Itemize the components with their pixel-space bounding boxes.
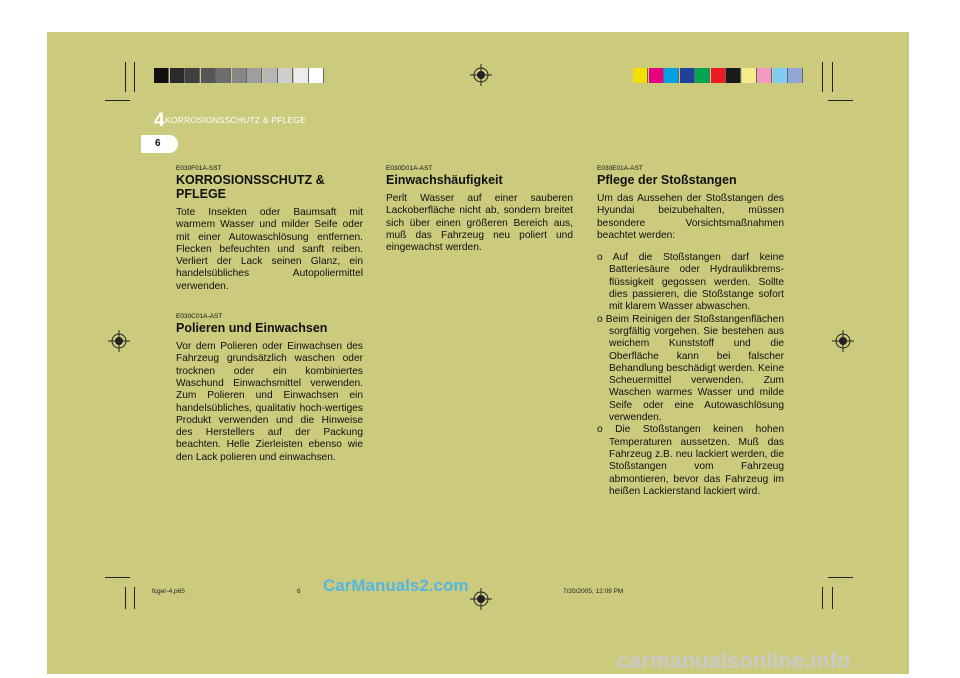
color-swatch — [201, 68, 216, 83]
section-text: Perlt Wasser auf einer sauberen Lackoberfläche nicht ab, sondern breitet sich über einen größeren Bereich aus, muß das Fahrzeug neu poliert und eingewachst werden. — [386, 193, 573, 254]
section-corrosion-protection — [176, 165, 363, 293]
color-swatch — [170, 68, 185, 83]
trim-mark — [822, 587, 823, 609]
color-swatch — [247, 68, 262, 83]
color-swatch — [742, 68, 757, 83]
footer-timestamp: 7/20/2005, 12:09 PM — [563, 588, 624, 595]
trim-mark — [822, 62, 823, 92]
trim-mark — [125, 62, 126, 92]
trim-mark — [134, 587, 135, 609]
color-swatch — [788, 68, 803, 83]
trim-mark — [125, 587, 126, 609]
list-item: o Die Stoßstangen keinen hohen Temperaturen aussetzen. Muß das Fahrzeug z.B. neu lackiert werden, die Stoßstangen vom Fahrzeug abmontieren, bevor das Fahrzeug im heißen Lackierstand lackiert wird. — [597, 424, 784, 497]
trim-mark — [105, 577, 130, 578]
section-code: E030E01A-AST — [597, 165, 643, 172]
color-swatch — [680, 68, 695, 83]
registration-mark-icon — [108, 330, 130, 352]
chapter-title: KORROSIONSSCHUTZ & PFLEGE — [165, 115, 307, 125]
section-heading: Pflege der Stoßstangen — [597, 173, 737, 187]
color-swatch — [263, 68, 278, 83]
chapter-number: 4 — [154, 110, 165, 131]
section-code: E030D01A-AST — [386, 165, 433, 172]
color-swatch — [664, 68, 679, 83]
section-heading: KORROSIONSSCHUTZ & PFLEGE — [176, 173, 325, 201]
trim-mark — [134, 62, 135, 92]
registration-mark-icon — [832, 330, 854, 352]
section-polishing-waxing — [176, 313, 363, 464]
trim-mark — [828, 577, 853, 578]
trim-mark — [105, 100, 130, 101]
list-item: o Auf die Stoßstangen darf keine Batteriesäure oder Hydraulikbrems-flüssigkeit gegossen werden. Sollte dies passieren, die Stoßstange sofort mit klarem Wasser abwaschen. — [597, 252, 784, 313]
trim-mark — [828, 100, 853, 101]
page-tab — [141, 135, 178, 153]
color-swatch — [757, 68, 772, 83]
color-swatch — [773, 68, 788, 83]
section-heading: Polieren und Einwachsen — [176, 321, 328, 336]
color-swatch — [232, 68, 247, 83]
registration-mark-icon — [470, 64, 492, 86]
page-tab-number: 6 — [155, 138, 161, 149]
footer-filename: fcger-4.p65 — [152, 588, 185, 595]
color-swatch — [294, 68, 309, 83]
color-swatch — [633, 68, 648, 83]
color-swatch — [185, 68, 200, 83]
section-text: Tote Insekten oder Baumsaft mit warmem Wasser und milder Seife oder mit einer Autowaschlösung entfernen. Flecken befeuchten und sanft reiben. Verliert der Lack seinen Glanz, ein handelsübliches Autopoliermittel verwenden. — [176, 207, 363, 292]
section-bumper-care — [597, 165, 784, 498]
column-left — [176, 165, 363, 464]
column-middle — [386, 165, 573, 254]
trim-mark — [832, 62, 833, 92]
watermark-text: carmanualsonline.info — [617, 648, 851, 673]
color-swatch — [695, 68, 710, 83]
section-code: E030F01A-SST — [176, 165, 222, 172]
registration-mark-icon — [470, 588, 492, 610]
section-heading: Einwachshäufigkeit — [386, 173, 503, 187]
section-text: Vor dem Polieren oder Einwachsen des Fahrzeug grundsätzlich waschen oder trocknen oder ein kombiniertes Waschund Einwachsmittel verwenden. Zum Polieren und Einwachsen ein handelsübliches, qualitativ hoch-wertiges Produkt verwenden und die Hinweise des Herstellers auf der Packung beachten. Helle Zierleisten ebenso wie den Lack polieren und einwachsen. — [176, 341, 363, 463]
footer-page-number: 6 — [297, 588, 301, 595]
bullet-list — [597, 252, 784, 498]
color-swatch — [726, 68, 741, 83]
color-swatch — [649, 68, 664, 83]
color-swatch — [216, 68, 231, 83]
column-right — [597, 165, 784, 498]
section-text: Um das Aussehen der Stoßstangen des Hyundai beizubehalten, müssen besondere Vorsichtsmaßnahmen beachtet werden: — [597, 193, 784, 241]
watermark-link[interactable]: CarManuals2.com — [323, 576, 469, 595]
color-swatch — [711, 68, 726, 83]
section-code: E030C01A-AST — [176, 313, 223, 321]
trim-mark — [832, 587, 833, 609]
section-waxing-frequency — [386, 165, 573, 254]
color-swatch — [309, 68, 324, 83]
list-item: o Beim Reinigen der Stoßstangenflächen sorgfältig vorgehen. Sie bestehen aus weichem Kunststoff und die Oberfläche kann bei falscher Behandlung beschädigt werden. Keine Scheuermittel verwenden. Zum Waschen warmes Wasser und milde Seife oder eine Autowaschlösung verwenden. — [597, 313, 784, 424]
color-swatch — [154, 68, 169, 83]
color-swatch — [278, 68, 293, 83]
